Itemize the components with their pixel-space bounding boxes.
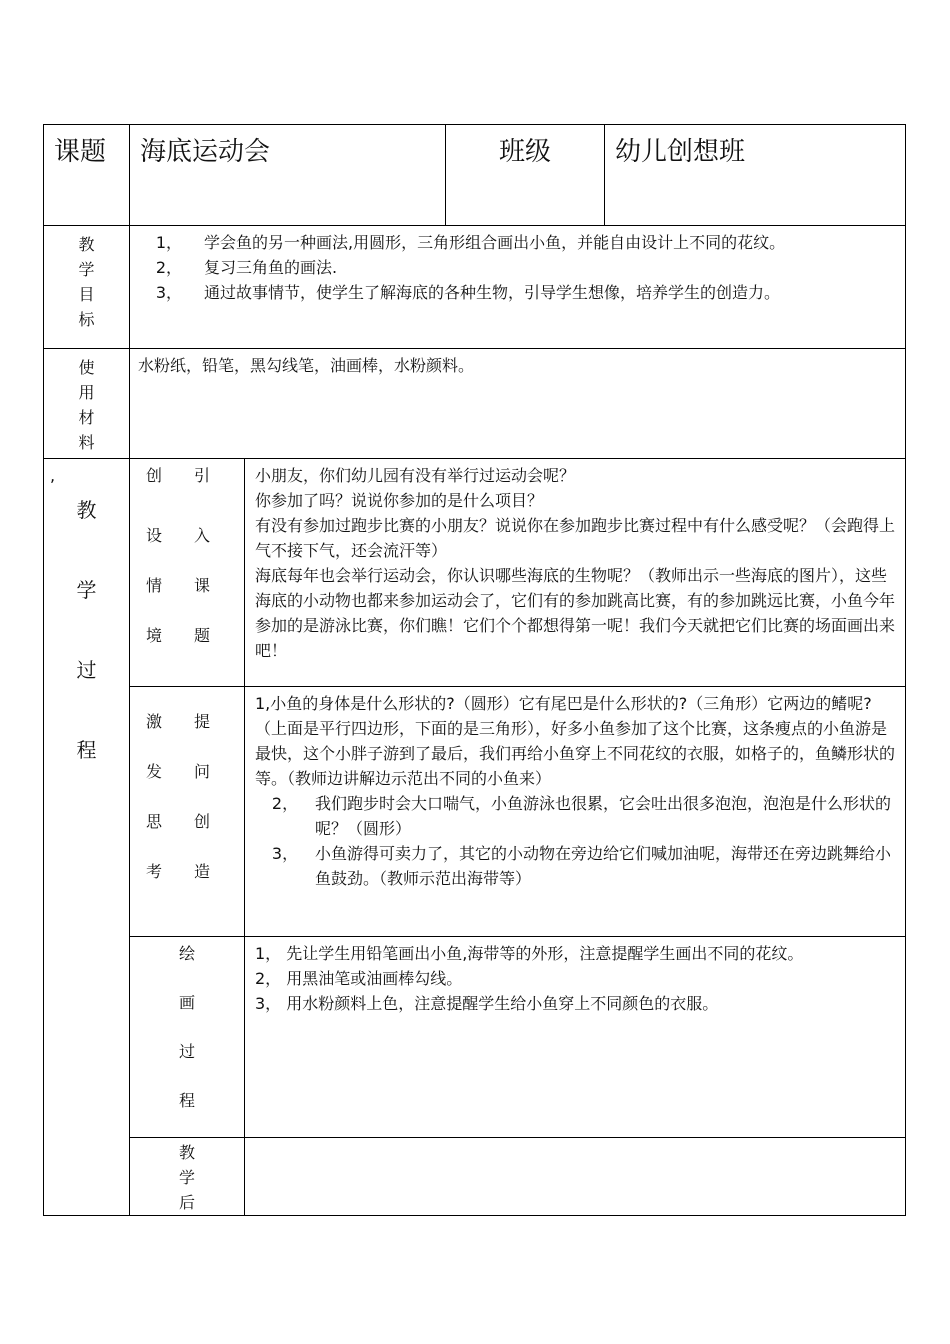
lesson-plan-table [43,124,906,1216]
materials-text: 水粉纸，铅笔，黑勾线笔，油画棒，水粉颜料。 [130,349,906,459]
goals-content [130,226,906,349]
goal-item: 2， 复习三角鱼的画法. [155,258,338,277]
after-label: 教 学 后 [130,1138,245,1216]
intro-label: 创 引 设 入 情 课 境 题 [130,459,245,687]
topic-label: 课题 [44,125,130,226]
goals-row [44,226,906,349]
question-item: 2， 我们跑步时会大口喘气，小鱼游泳也很累，它会吐出很多泡泡，泡泡是什么形状的呢？（圆形） [271,794,892,838]
header-row [44,125,906,226]
goal-item: 1， 学会鱼的另一种画法,用圆形，三角形组合画出小鱼，并能自由设计上不同的花纹。 [155,233,786,252]
drawing-label: 绘 画 过 程 [130,937,245,1138]
questions-content: 1,小鱼的身体是什么形状的?（圆形）它有尾巴是什么形状的?（三角形）它两边的鳍呢?（上面是平行四边形，下面的是三角形），好多小鱼参加了这个比赛，这条瘦点的小鱼游是最快，这个小胖子游到了最后，我们再给小鱼穿上不同花纹的衣服，如格子的，鱼鳞形状的等。（教师边讲解边示范出不同的小鱼来） 2， 我们跑步时会大口喘气，小鱼游泳也很累，它会吐出很多泡泡，泡泡是什么形状的呢？（圆形） 3， 小鱼游得可卖力了，其它的小动物在旁边给它们喊加油呢，海带还在旁边跳舞给小鱼鼓劲。（教师示范出海带等） [245,687,906,937]
intro-content: 小朋友，你们幼儿园有没有举行过运动会呢？ 你参加了吗？说说你参加的是什么项目？ 有没有参加过跑步比赛的小朋友？说说你在参加跑步比赛过程中有什么感受呢？（会跑得上气不接下气，还会流汗等） 海底每年也会举行运动会，你认识哪些海底的生物呢？（教师出示一些海底的图片），这些海底的小动物也都来参加运动会了，它们有的参加跳高比赛，有的参加跳远比赛，小鱼今年参加的是游泳比赛，你们瞧！它们个个都想得第一呢！我们今天就把它们比赛的场面画出来吧！ [245,459,906,687]
class-label: 班级 [446,125,605,226]
materials-row [44,349,906,459]
drawing-content: 1， 先让学生用铅笔画出小鱼,海带等的外形，注意提醒学生画出不同的花纹。 2， 用黑油笔或油画棒勾线。 3， 用水粉颜料上色，注意提醒学生给小鱼穿上不同颜色的衣服。 [245,937,906,1138]
process-label: , 教 学 过 程 [44,459,130,1216]
after-content [245,1138,906,1216]
goals-label: 教 学 目 标 [44,226,130,349]
question-item: 3， 小鱼游得可卖力了，其它的小动物在旁边给它们喊加油呢，海带还在旁边跳舞给小鱼鼓劲。（教师示范出海带等） [271,844,892,888]
goal-item: 3， 通过故事情节，使学生了解海底的各种生物，引导学生想像，培养学生的创造力。 [155,283,781,302]
process-questions-row [44,687,906,937]
process-after-row [44,1138,906,1216]
questions-label: 激 提 发 问 思 创 考 造 [130,687,245,937]
process-intro-row [44,459,906,687]
class-value: 幼儿创想班 [605,125,906,226]
materials-label: 使 用 材 料 [44,349,130,459]
process-drawing-row [44,937,906,1138]
topic-value: 海底运动会 [130,125,446,226]
